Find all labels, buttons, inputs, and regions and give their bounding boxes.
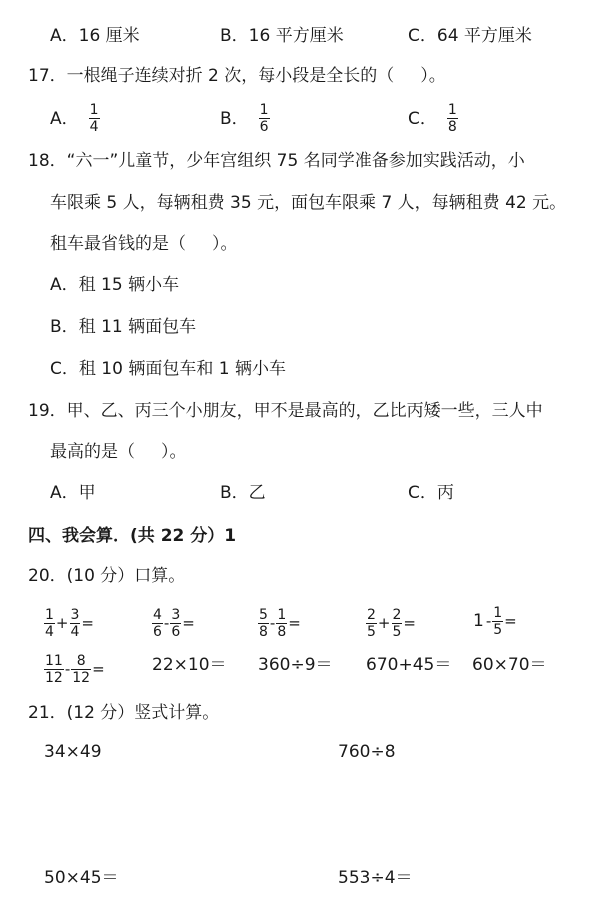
q21-title: 21．(12 分）竖式计算。	[28, 703, 220, 723]
q19-line-2: 最高的是（ ）。	[50, 442, 187, 462]
q19-option-b: B．乙	[220, 483, 266, 503]
q21-item-2: 760÷8	[338, 742, 396, 762]
q20-expr-7: 22×10＝	[152, 655, 227, 675]
q17-option-b: B． $\frac{1}{6}$	[220, 102, 269, 135]
q20-expr-8: 360÷9＝	[258, 655, 333, 675]
q20-expr-1: $\frac{1}{4}$ + $\frac{3}{4}$ =	[45, 607, 94, 640]
q20-expr-2: $\frac{4}{6}$ - $\frac{3}{6}$ =	[153, 607, 195, 640]
q19-option-a: A．甲	[50, 483, 96, 503]
section-4-title: 四、我会算．(共 22 分）1	[28, 526, 237, 546]
q16-option-c: C．64 平方厘米	[408, 26, 532, 46]
q20-expr-6: $\frac{11}{12}$ - $\frac{8}{12}$ =	[45, 653, 105, 686]
q17-question: 17．一根绳子连续对折 2 次，每小段是全长的（ ）。	[28, 66, 446, 86]
q20-expr-5: 1 - $\frac{1}{5}$ =	[473, 605, 517, 638]
q20-expr-3: $\frac{5}{8}$ - $\frac{1}{8}$ =	[259, 607, 301, 640]
q19-option-c: C．丙	[408, 483, 454, 503]
q20-title: 20．(10 分）口算。	[28, 566, 186, 586]
q18-option-c: C．租 10 辆面包车和 1 辆小车	[50, 359, 286, 379]
q16-option-a: A．16 厘米	[50, 26, 140, 46]
q21-item-3: 50×45＝	[44, 868, 119, 888]
q20-expr-9: 670+45＝	[366, 655, 452, 675]
q17-option-a: A． $\frac{1}{4}$	[50, 102, 99, 135]
q18-line-2: 车限乘 5 人，每辆租费 35 元，面包车限乘 7 人，每辆租费 42 元。	[50, 193, 567, 213]
q18-line-3: 租车最省钱的是（ ）。	[50, 234, 238, 254]
q17-option-c: C． $\frac{1}{8}$	[408, 102, 457, 135]
q21-item-4: 553÷4＝	[338, 868, 413, 888]
q20-expr-10: 60×70＝	[472, 655, 547, 675]
q16-option-b: B．16 平方厘米	[220, 26, 344, 46]
q19-line-1: 19．甲、乙、丙三个小朋友，甲不是最高的，乙比丙矮一些，三人中	[28, 401, 543, 421]
q21-item-1: 34×49	[44, 742, 102, 762]
q18-option-a: A．租 15 辆小车	[50, 275, 180, 295]
q18-line-1: 18．“六一”儿童节，少年宫组织 75 名同学准备参加实践活动，小	[28, 151, 525, 171]
q20-expr-4: $\frac{2}{5}$ + $\frac{2}{5}$ =	[367, 607, 416, 640]
q18-option-b: B．租 11 辆面包车	[50, 317, 197, 337]
